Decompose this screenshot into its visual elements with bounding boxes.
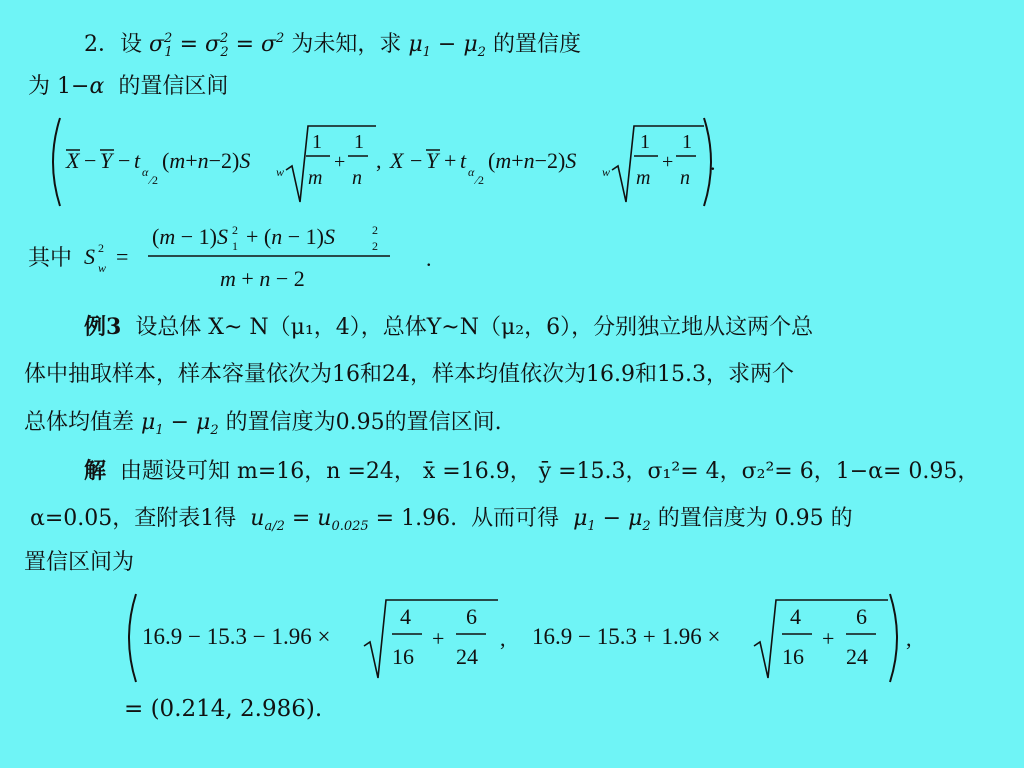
svg-text:,: , <box>376 148 382 173</box>
t-interval-formula <box>44 112 764 212</box>
svg-text:2: 2 <box>232 223 238 237</box>
svg-text:=: = <box>116 244 129 269</box>
svg-text:(m+n−2)S: (m+n−2)S <box>488 148 577 173</box>
svg-text:t: t <box>460 148 467 173</box>
solution-line3 <box>24 548 134 578</box>
mean-difference-formula: $\mu_1 - \mu_2$ <box>408 32 486 60</box>
confidence-level-formula: 1−α <box>57 74 105 99</box>
svg-text:w: w <box>602 165 611 179</box>
example3-line3 <box>24 408 502 446</box>
svg-text:X: X <box>66 148 80 173</box>
svg-text:+: + <box>444 148 457 173</box>
solution-text-2a: α=0.05，查附表1得 <box>30 506 237 531</box>
solution-text-1: 由题设可知 m=16，n =24， x̄ =16.9， ȳ =15.3，σ₁²= 4，σ₂²= 6，1−α= 0.95， <box>120 459 980 484</box>
example3-text-3a: 总体均值差 <box>24 410 135 435</box>
pooled-variance-formula <box>80 218 480 298</box>
example3-line2 <box>24 360 794 390</box>
svg-text:X: X <box>390 148 404 173</box>
svg-text:⁄2: ⁄2 <box>476 173 485 187</box>
svg-text:1: 1 <box>312 131 322 153</box>
svg-text:2: 2 <box>372 239 378 253</box>
svg-text:−: − <box>118 148 131 173</box>
solution-line2 <box>30 504 853 542</box>
section2-line2-prefix: 为 <box>28 74 51 99</box>
svg-text:w: w <box>276 165 285 179</box>
mean-difference-formula-ex3: $\mu_1 - \mu_2$ <box>141 410 219 438</box>
svg-text:−: − <box>410 148 423 173</box>
svg-text:+: + <box>432 626 445 651</box>
numeric-interval-formula <box>120 588 920 688</box>
variance-equality-formula: $\sigma^2_1 = \sigma^2_2 = \sigma^2$ <box>149 31 285 60</box>
final-result: = (0.214, 2.986). <box>124 696 323 722</box>
svg-text:w: w <box>98 261 107 275</box>
svg-text:16: 16 <box>392 644 414 669</box>
section2-line2-suffix: 的置信区间 <box>118 74 229 99</box>
svg-text:24: 24 <box>456 644 478 669</box>
svg-text:(m − 1)S: (m − 1)S <box>152 224 228 249</box>
svg-text:+: + <box>822 626 835 651</box>
solution-text-2c: 的置信度为 0.95 的 <box>657 506 853 531</box>
svg-text:m: m <box>636 167 651 189</box>
svg-text:n: n <box>680 167 690 189</box>
svg-text:+ (n − 1)S: + (n − 1)S <box>246 224 335 249</box>
svg-text:16: 16 <box>782 644 804 669</box>
u-quantile-formula: $u_{a/2} = u_{0.025}$ <box>250 506 369 534</box>
svg-text:S: S <box>84 244 95 269</box>
example3-text-2: 体中抽取样本，样本容量依次为16和24，样本均值依次为16.9和15.3，求两个 <box>24 362 794 387</box>
svg-text:+: + <box>662 151 674 173</box>
example3-text-1: 设总体 X~ N（μ₁，4），总体Y~N（μ₂，6），分别独立地从这两个总 <box>135 315 814 340</box>
svg-text:t: t <box>134 148 141 173</box>
svg-text:⁄2: ⁄2 <box>150 173 159 187</box>
svg-text:.: . <box>710 150 716 175</box>
formula-period: . <box>426 246 432 271</box>
solution-line1 <box>84 456 979 487</box>
svg-text:−: − <box>84 148 97 173</box>
svg-text:,: , <box>500 626 506 651</box>
svg-text:4: 4 <box>400 604 411 629</box>
svg-text:(m+n−2)S: (m+n−2)S <box>162 148 251 173</box>
example3-text-3b: 的置信度为0.95的置信区间. <box>225 410 502 435</box>
mean-difference-formula-sol: $\mu_1 - \mu_2$ <box>573 506 651 534</box>
svg-text:,: , <box>906 626 912 651</box>
svg-text:n: n <box>352 167 362 189</box>
section2-tail: 的置信度 <box>492 32 581 57</box>
section2-line2 <box>28 72 228 102</box>
section2-lead: 设 <box>120 32 143 57</box>
example3-line1 <box>84 312 813 343</box>
svg-text:m + n − 2: m + n − 2 <box>220 266 305 291</box>
svg-text:1: 1 <box>682 131 692 153</box>
section2-unknown-text: 为未知，求 <box>291 32 402 57</box>
svg-text:α: α <box>468 165 475 179</box>
svg-text:Y: Y <box>100 148 113 173</box>
svg-text:2: 2 <box>98 241 104 255</box>
svg-text:α: α <box>142 165 149 179</box>
solution-text-2b: 从而可得 <box>471 506 560 531</box>
solution-text-3: 置信区间为 <box>24 550 135 575</box>
svg-text:1: 1 <box>640 131 650 153</box>
where-label: 其中 <box>28 246 73 271</box>
svg-text:m: m <box>308 167 323 189</box>
svg-text:1: 1 <box>354 131 364 153</box>
svg-text:16.9 − 15.3 + 1.96 ×: 16.9 − 15.3 + 1.96 × <box>532 624 721 649</box>
svg-text:6: 6 <box>466 604 477 629</box>
svg-text:16.9 − 15.3 − 1.96 ×: 16.9 − 15.3 − 1.96 × <box>142 624 331 649</box>
svg-text:2: 2 <box>372 223 378 237</box>
section2-line1 <box>84 24 581 68</box>
svg-text:1: 1 <box>232 239 238 253</box>
u-value: = 1.96. <box>368 506 458 531</box>
svg-text:6: 6 <box>856 604 867 629</box>
svg-text:+: + <box>334 151 346 173</box>
solution-label: 解 <box>84 458 107 484</box>
example3-label: 例3 <box>84 314 122 340</box>
svg-text:Y: Y <box>426 148 439 173</box>
svg-text:4: 4 <box>790 604 801 629</box>
section2-number: 2． <box>84 32 120 57</box>
svg-text:24: 24 <box>846 644 868 669</box>
